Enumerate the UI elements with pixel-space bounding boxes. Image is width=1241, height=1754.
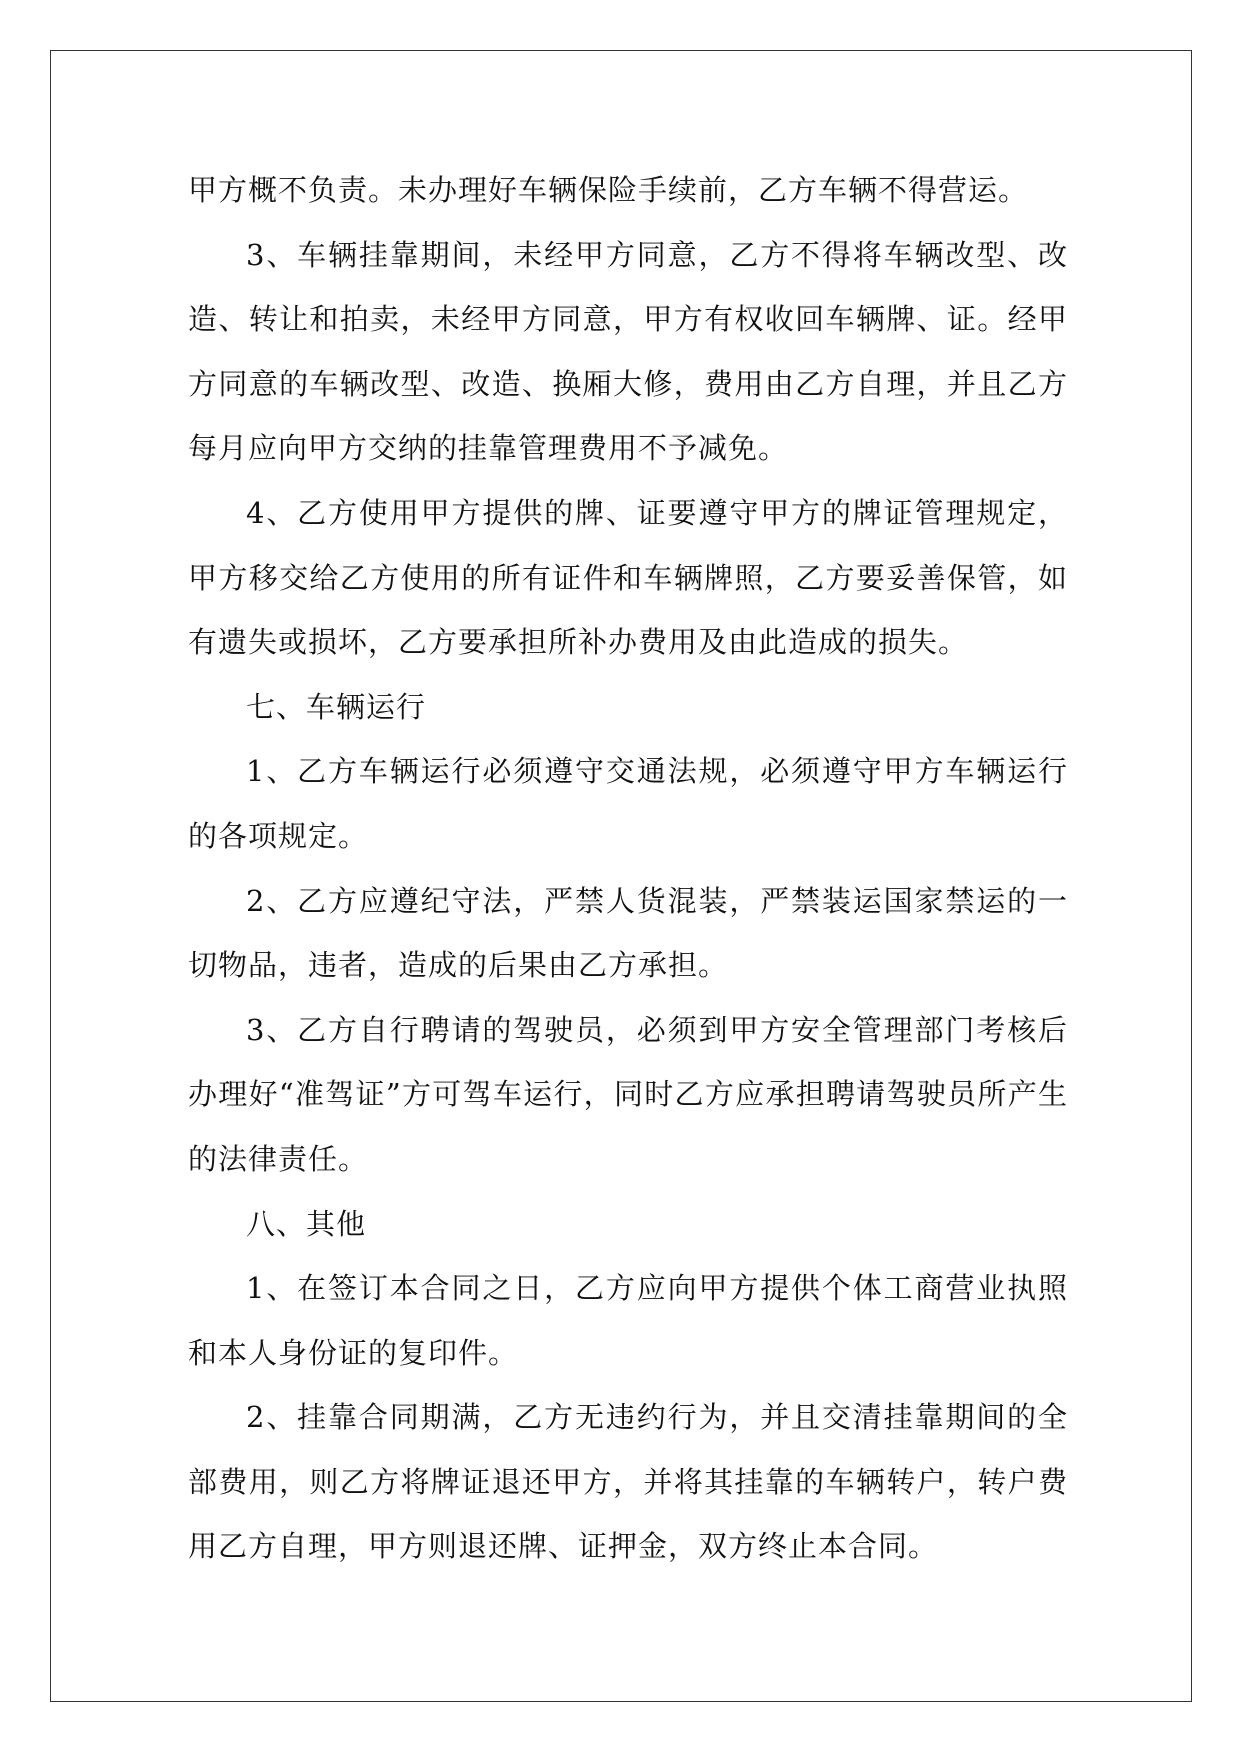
- paragraph-clause-7-3: 3、乙方自行聘请的驾驶员，必须到甲方安全管理部门考核后办理好“准驾证”方可驾车运行，同时乙方应承担聘请驾驶员所产生的法律责任。: [188, 1012, 1068, 1176]
- section-heading-vehicle-operation: 七、车辆运行: [246, 689, 427, 724]
- paragraph-clause-6-4: 4、乙方使用甲方提供的牌、证要遵守甲方的牌证管理规定，甲方移交给乙方使用的所有证件和车辆牌照，乙方要妥善保管，如有遗失或损坏，乙方要承担所补办费用及由此造成的损失。: [188, 495, 1068, 660]
- paragraph-clause-8-2: 2、挂靠合同期满，乙方无违约行为，并且交清挂靠期间的全部费用，则乙方将牌证退还甲方，并将其挂靠的车辆转户，转户费用乙方自理，甲方则退还牌、证押金，双方终止本合同。: [188, 1400, 1068, 1564]
- document-body: [188, 158, 1068, 1579]
- paragraph-clause-6-3: 3、车辆挂靠期间，未经甲方同意，乙方不得将车辆改型、改造、转让和拍卖，未经甲方同意，甲方有权收回车辆牌、证。经甲方同意的车辆改型、改造、换厢大修，费用由乙方自理，并且乙方每月应向甲方交纳的挂靠管理费用不予减免。: [188, 237, 1068, 466]
- paragraph-clause-8-1: 1、在签订本合同之日，乙方应向甲方提供个体工商营业执照和本人身份证的复印件。: [188, 1271, 1068, 1370]
- section-heading-other: 八、其他: [246, 1206, 367, 1241]
- paragraph-clause-7-2: 2、乙方应遵纪守法，严禁人货混装，严禁装运国家禁运的一切物品，违者，造成的后果由乙方承担。: [188, 883, 1068, 983]
- paragraph-continuation: 甲方概不负责。未办理好车辆保险手续前，乙方车辆不得营运。: [188, 173, 1029, 207]
- paragraph-clause-7-1: 1、乙方车辆运行必须遵守交通法规，必须遵守甲方车辆运行的各项规定。: [188, 754, 1068, 853]
